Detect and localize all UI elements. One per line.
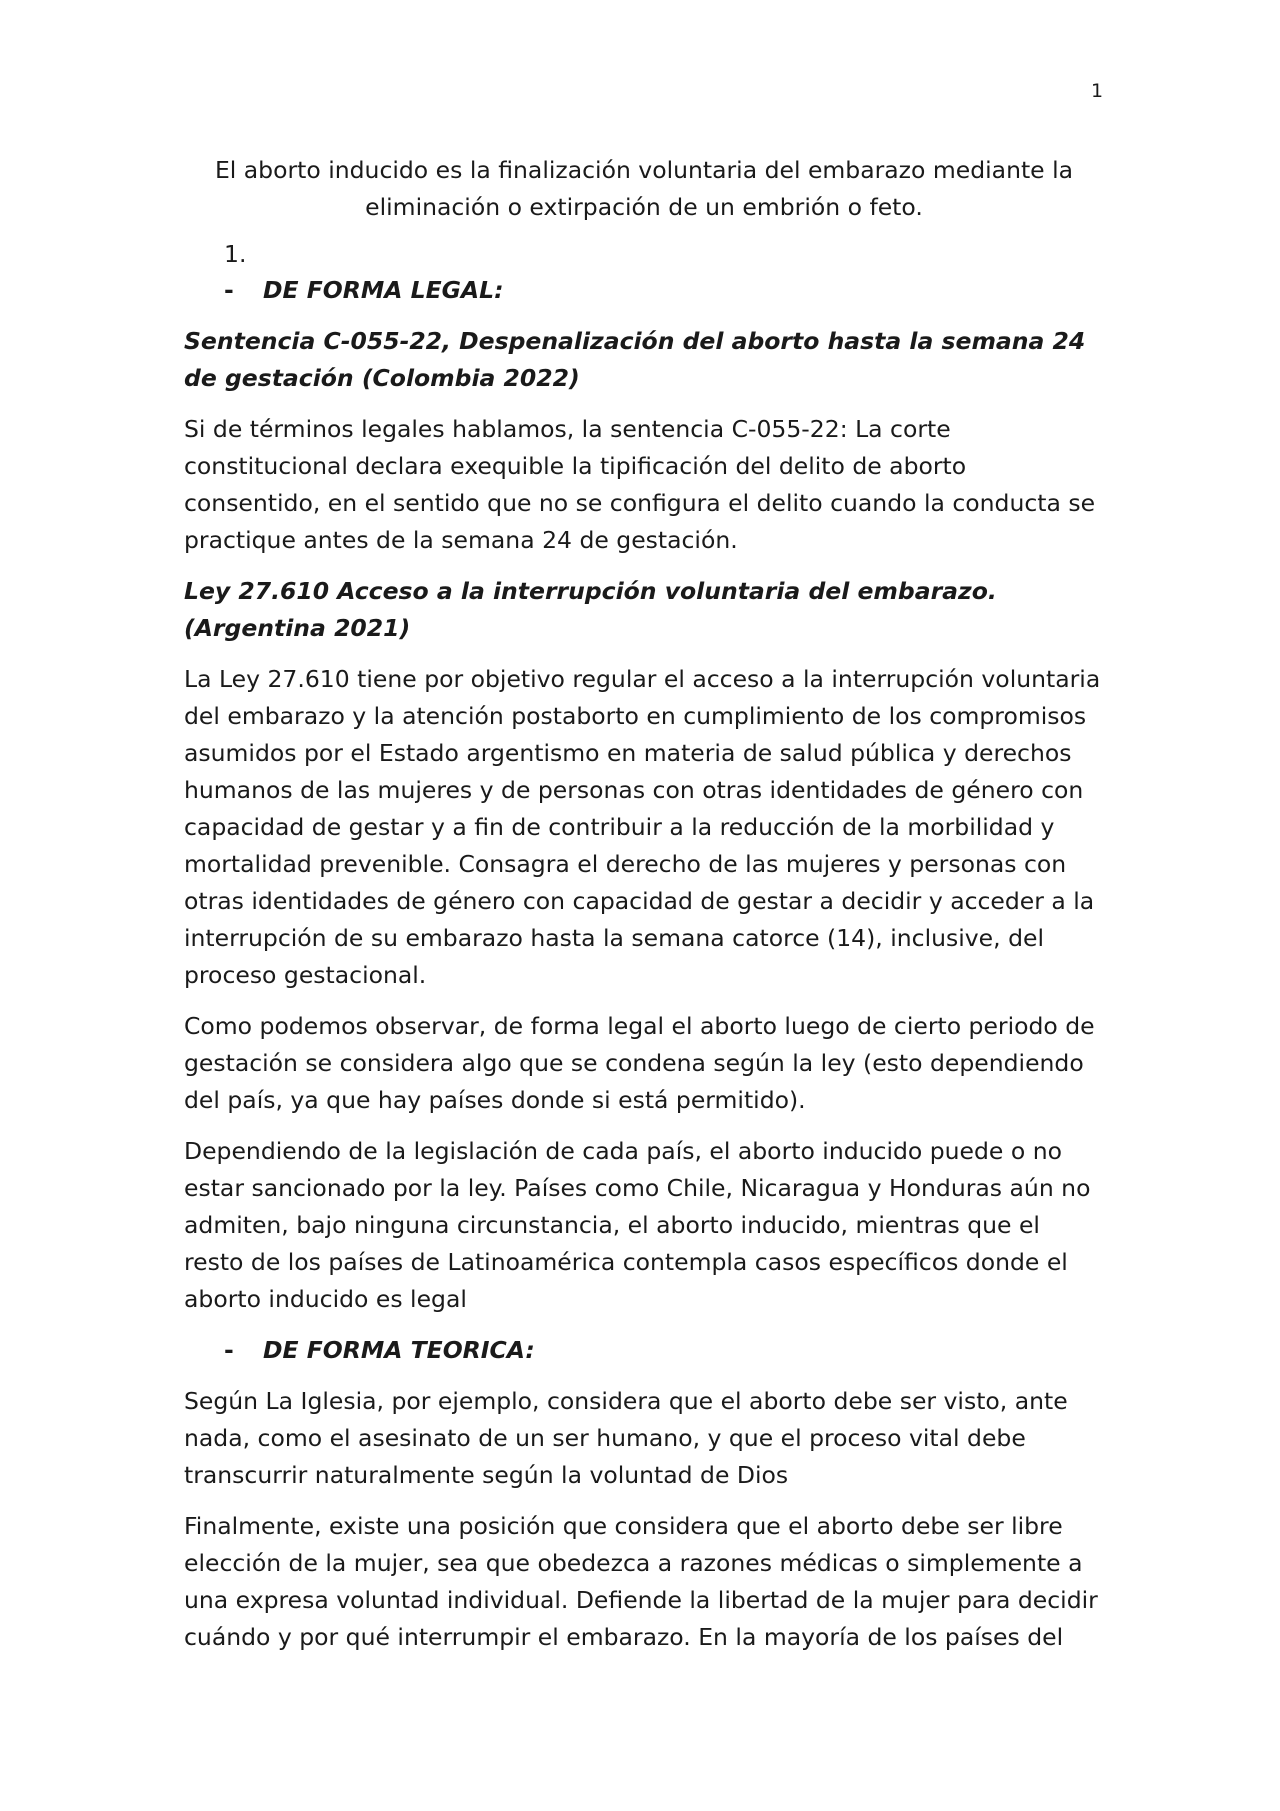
heading-argentina: Ley 27.610 Acceso a la interrupción voluntaria del embarazo. (Argentina 2021) (184, 577, 997, 642)
page-number: 1 (1091, 80, 1104, 102)
heading-colombia: Sentencia C-055-22, Despenalización del aborto hasta la semana 24 de gestación (Colombia 2022) (184, 327, 1086, 392)
numbered-item: 1. (224, 240, 247, 268)
section-title-legal: DE FORMA LEGAL: (263, 276, 504, 304)
paragraph-observar: Como podemos observar, de forma legal el aborto luego de cierto periodo de gestación se considera algo que se condena según la ley (esto dependiendo del país, ya que hay países donde si está permitido). (184, 1012, 1095, 1114)
section-title-teorica: DE FORMA TEORICA: (263, 1336, 535, 1364)
document-body (184, 152, 1104, 1670)
paragraph-iglesia: Según La Iglesia, por ejemplo, considera que el aborto debe ser visto, ante nada, como el asesinato de un ser humano, y que el proceso vital debe transcurrir naturalmente según la voluntad de Dios (184, 1387, 1068, 1489)
dash-bullet: - (224, 1336, 234, 1364)
paragraph-finalmente: Finalmente, existe una posición que considera que el aborto debe ser libre elección de la mujer, sea que obedezca a razones médicas o simplemente a una expresa voluntad individual. Defiende la libertad de la mujer para decidir cuándo y por qué interrumpir el embarazo. En la mayoría de los países del (184, 1512, 1098, 1651)
section-heading-teorica (184, 1332, 1104, 1369)
paragraph-colombia: Si de términos legales hablamos, la sentencia C-055-22: La corte constitucional declara exequible la tipificación del delito de aborto consentido, en el sentido que no se configura el delito cuando la conducta se practique antes de la semana 24 de gestación. (184, 415, 1096, 554)
dash-bullet: - (224, 276, 234, 304)
section-heading-legal (184, 272, 1104, 309)
paragraph-legislacion: Dependiendo de la legislación de cada país, el aborto inducido puede o no estar sancionado por la ley. Países como Chile, Nicaragua y Honduras aún no admiten, bajo ninguna circunstancia, el aborto inducido, mientras que el resto de los países de Latinoamérica contempla casos específicos donde el aborto inducido es legal (184, 1137, 1091, 1313)
paragraph-argentina: La Ley 27.610 tiene por objetivo regular el acceso a la interrupción voluntaria del embarazo y la atención postaborto en cumplimiento de los compromisos asumidos por el Estado argentismo en materia de salud pública y derechos humanos de las mujeres y de personas con otras identidades de género con capacidad de gestar y a fin de contribuir a la reducción de la morbilidad y mortalidad prevenible. Consagra el derecho de las mujeres y personas con otras identidades de género con capacidad de gestar a decidir y acceder a la interrupción de su embarazo hasta la semana catorce (14), inclusive, del proceso gestacional. (184, 665, 1101, 989)
intro-paragraph: El aborto inducido es la finalización voluntaria del embarazo mediante la eliminación o extirpación de un embrión o feto. (214, 156, 1074, 221)
